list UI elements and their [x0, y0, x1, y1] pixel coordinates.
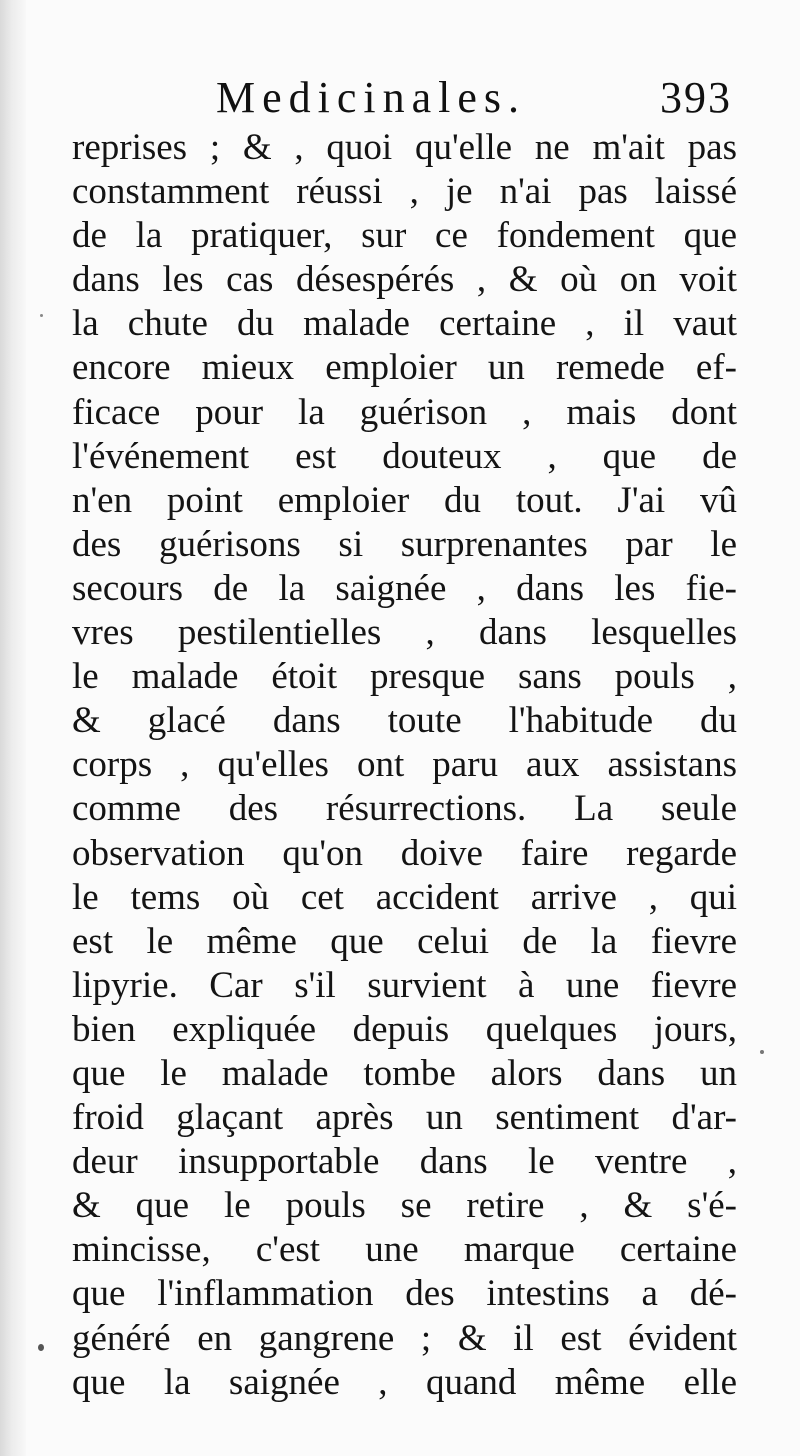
text-line: froid glaçant après un sentiment d'ar- [72, 1097, 737, 1139]
ink-speck [40, 314, 43, 317]
text-line: généré en gangrene ; & il est évident [72, 1317, 737, 1359]
text-line: observation qu'on doive faire regarde [72, 832, 737, 874]
text-line: encore mieux emploier un remede ef- [72, 347, 737, 389]
text-line: des guérisons si surprenantes par le [72, 523, 737, 565]
text-line: reprises ; & , quoi qu'elle ne m'ait pas [72, 127, 737, 168]
text-line: comme des résurrections. La seule [72, 788, 737, 830]
text-line: le tems où cet accident arrive , qui [72, 876, 737, 918]
running-head-title: Medicinales. [216, 73, 527, 122]
text-line: que l'inflammation des intestins a dé- [72, 1273, 737, 1315]
text-line: corps , qu'elles ont paru aux assistans [72, 744, 737, 786]
book-page [26, 0, 800, 1456]
text-line: est le même que celui de la fievre [72, 920, 737, 962]
text-line: le malade étoit presque sans pouls , [72, 656, 737, 698]
text-line: ficace pour la guérison , mais dont [72, 391, 737, 433]
text-line: deur insupportable dans le ventre , [72, 1141, 737, 1183]
text-line: n'en point emploier du tout. J'ai vû [72, 479, 737, 521]
text-line: de la pratiquer, sur ce fondement que [72, 215, 737, 257]
text-line: la chute du malade certaine , il vaut [72, 303, 737, 345]
text-line: l'événement est douteux , que de [72, 435, 737, 477]
page-number: 393 [660, 73, 732, 122]
ink-speck [760, 1050, 764, 1054]
text-line: & glacé dans toute l'habitude du [72, 700, 737, 742]
text-line: vres pestilentielles , dans lesquelles [72, 612, 737, 654]
text-line: dans les cas désespérés , & où on voit [72, 259, 737, 301]
text-line: & que le pouls se retire , & s'é- [72, 1185, 737, 1227]
text-line: bien expliquée depuis quelques jours, [72, 1008, 737, 1050]
body-text [72, 126, 737, 1405]
running-head [26, 68, 800, 128]
text-line: que la saignée , quand même elle [72, 1361, 737, 1403]
text-line: que le malade tombe alors dans un [72, 1052, 737, 1094]
ink-speck [38, 1344, 44, 1351]
page-edge [0, 0, 26, 1456]
text-line: secours de la saignée , dans les fie- [72, 567, 737, 609]
text-line: constamment réussi , je n'ai pas laissé [72, 171, 737, 213]
text-line: lipyrie. Car s'il survient à une fievre [72, 964, 737, 1006]
text-line: mincisse, c'est une marque certaine [72, 1229, 737, 1271]
